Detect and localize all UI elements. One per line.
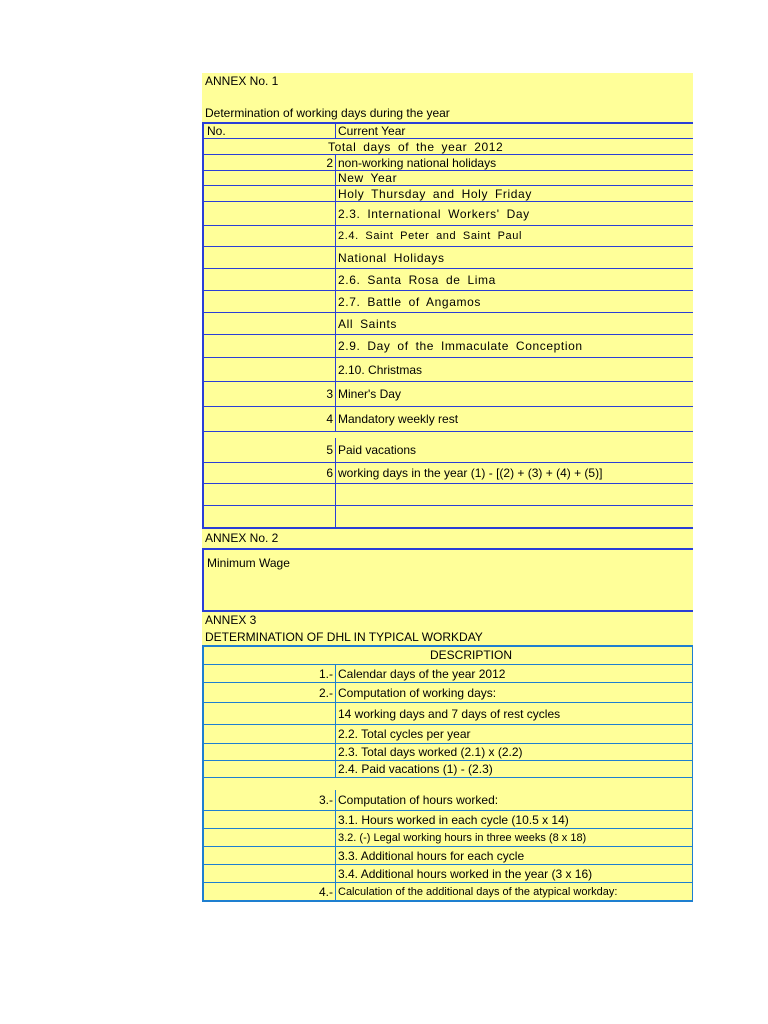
row-number: 6 xyxy=(204,463,336,483)
header-description: DESCRIPTION xyxy=(429,648,512,662)
row-label: 2.2. Total cycles per year xyxy=(338,727,471,741)
annex3-subtitle: DETERMINATION OF DHL IN TYPICAL WORKDAY xyxy=(205,630,483,644)
row-label: 2.4. Paid vacations (1) - (2.3) xyxy=(338,762,493,776)
row-label: 3.4. Additional hours worked in the year (3 x 16) xyxy=(338,866,593,881)
row-number xyxy=(204,865,336,882)
table-row xyxy=(204,247,693,269)
header-current-year: Current Year xyxy=(338,124,406,138)
table-row xyxy=(204,506,693,527)
row-label: Computation of hours worked: xyxy=(338,793,499,807)
row-number xyxy=(204,226,336,246)
row-number xyxy=(204,725,336,743)
row-label: Calculation of the additional days of the atypical workday: xyxy=(338,885,618,898)
row-label: 2.3. International Workers' Day xyxy=(338,206,530,221)
row-number xyxy=(204,761,336,777)
row-number xyxy=(204,703,336,724)
table-row xyxy=(204,335,693,358)
table-row xyxy=(204,883,692,900)
table-row xyxy=(204,226,693,247)
table-row xyxy=(204,811,692,829)
row-number xyxy=(204,506,336,527)
row-label xyxy=(336,506,693,527)
row-label: 2.10. Christmas xyxy=(338,362,423,377)
row-number: 3.- xyxy=(204,790,336,810)
row-label: Paid vacations xyxy=(338,443,417,457)
table-row xyxy=(204,761,692,778)
table-row xyxy=(204,155,693,171)
row-label: 2.4. Saint Peter and Saint Paul xyxy=(338,230,523,242)
table-row xyxy=(204,139,693,155)
row-number xyxy=(204,484,336,505)
row-label: 2.9. Day of the Immaculate Conception xyxy=(338,339,583,353)
table-row xyxy=(204,725,692,744)
row-label: National Holidays xyxy=(338,250,445,265)
table-row xyxy=(204,778,692,811)
row-label: All Saints xyxy=(338,316,398,331)
row-label xyxy=(336,484,693,505)
row-number: 3 xyxy=(204,382,336,406)
table-row xyxy=(204,382,693,407)
row-number: 4.- xyxy=(204,883,336,900)
row-label: 3.1. Hours worked in each cycle (10.5 x 14) xyxy=(338,812,569,827)
row-number xyxy=(204,847,336,864)
row-number xyxy=(204,829,336,846)
row-number xyxy=(204,247,336,268)
row-number xyxy=(204,139,336,154)
table-row xyxy=(204,202,693,226)
row-number xyxy=(204,171,336,185)
table-row xyxy=(204,847,692,865)
row-label: Calendar days of the year 2012 xyxy=(338,666,506,681)
minimum-wage-cell: Minimum Wage xyxy=(202,548,693,612)
row-label: 3.2. (-) Legal working hours in three weeks (8 x 18) xyxy=(338,831,587,844)
row-label: Mandatory weekly rest xyxy=(338,412,459,426)
row-label: Miner's Day xyxy=(338,387,401,401)
table-row xyxy=(204,484,693,506)
row-number: 2 xyxy=(204,155,336,170)
row-number: 4 xyxy=(204,407,336,431)
row-number xyxy=(204,186,336,201)
table-row xyxy=(204,313,693,335)
row-number: 2.- xyxy=(204,683,336,702)
annex3-table xyxy=(202,645,693,902)
annex1-table xyxy=(202,122,693,529)
spreadsheet-sheet xyxy=(202,73,693,902)
row-number: 1.- xyxy=(204,665,336,682)
row-label: Total days of the year 2012 xyxy=(328,139,504,154)
header-no: No. xyxy=(204,124,336,138)
annex1-header-row xyxy=(204,124,693,139)
table-row xyxy=(204,665,692,683)
table-row xyxy=(204,829,692,847)
row-label: Holy Thursday and Holy Friday xyxy=(338,186,532,201)
row-number xyxy=(204,358,336,381)
table-row xyxy=(204,269,693,291)
row-label: working days in the year (1) - [(2) + (3) + (4) + (5)] xyxy=(338,466,603,480)
row-number xyxy=(204,811,336,828)
row-label: 2.6. Santa Rosa de Lima xyxy=(338,272,496,287)
row-label: 2.7. Battle of Angamos xyxy=(338,294,481,309)
row-label: Computation of working days: xyxy=(338,685,497,700)
table-row xyxy=(204,186,693,202)
table-row xyxy=(204,358,693,382)
row-number: 5 xyxy=(204,438,336,462)
table-row xyxy=(204,703,692,725)
row-label: non-working national holidays xyxy=(338,155,497,170)
row-label: New Year xyxy=(338,171,398,185)
row-number xyxy=(204,744,336,760)
annex1-heading: ANNEX No. 1 xyxy=(205,74,279,88)
row-number xyxy=(204,313,336,334)
table-row xyxy=(204,744,692,761)
table-row xyxy=(204,291,693,313)
row-label: 3.3. Additional hours for each cycle xyxy=(338,848,525,863)
annex2-heading: ANNEX No. 2 xyxy=(205,531,279,545)
table-row xyxy=(204,683,692,703)
row-number xyxy=(204,269,336,290)
row-number xyxy=(204,291,336,312)
table-row xyxy=(204,171,693,186)
row-number xyxy=(204,335,336,357)
table-row xyxy=(204,432,693,463)
table-row xyxy=(204,407,693,432)
annex3-heading: ANNEX 3 xyxy=(205,613,257,627)
annex3-header-row xyxy=(204,647,692,665)
table-row xyxy=(204,865,692,883)
row-label: 2.3. Total days worked (2.1) x (2.2) xyxy=(338,745,523,759)
table-row xyxy=(204,463,693,484)
row-label: 14 working days and 7 days of rest cycles xyxy=(338,706,561,721)
annex1-subtitle: Determination of working days during the year xyxy=(205,106,450,120)
spacer xyxy=(202,89,693,105)
row-number xyxy=(204,202,336,225)
